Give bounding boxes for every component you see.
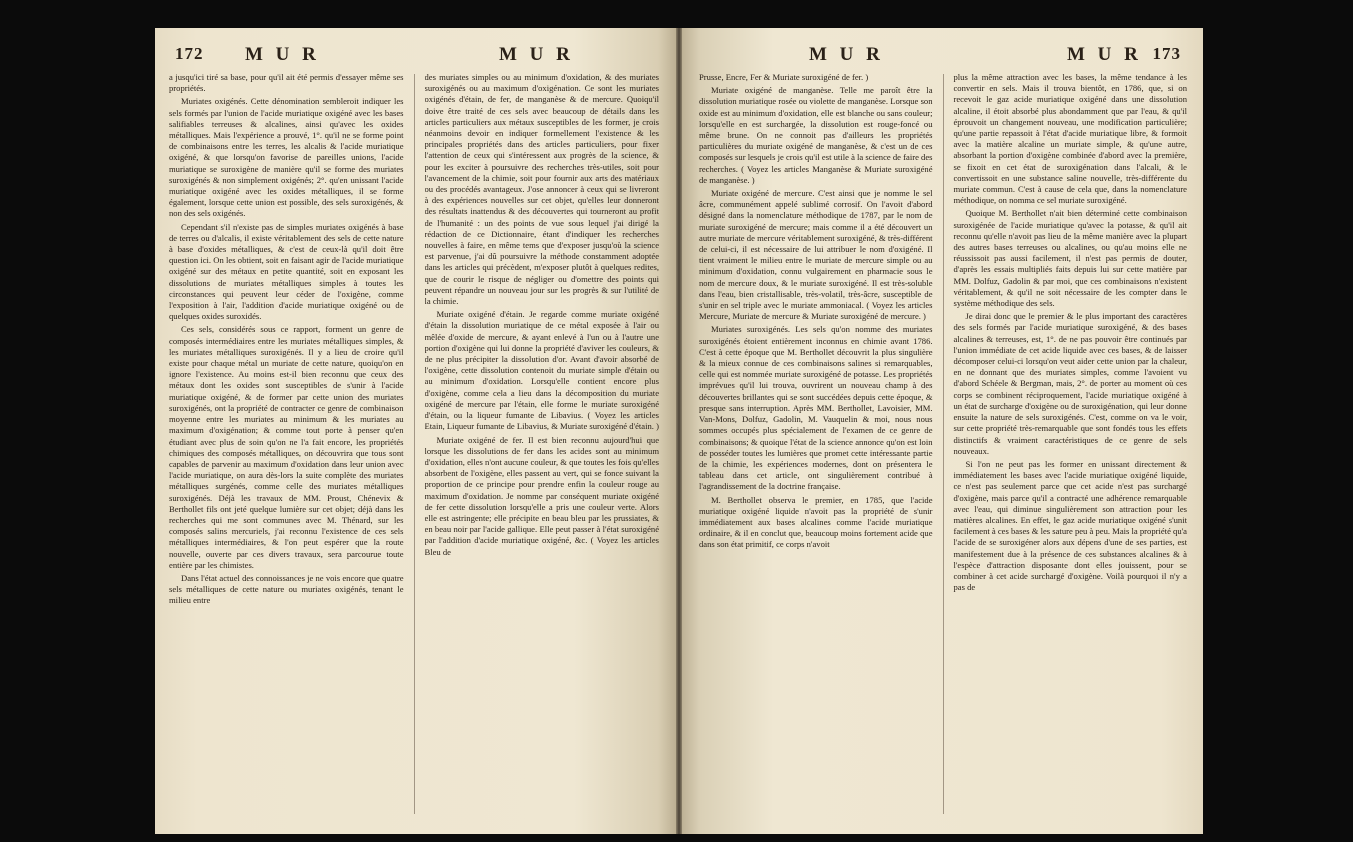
text-column-2 xyxy=(953,72,1187,832)
text-column-2 xyxy=(425,72,660,832)
text-column-1 xyxy=(169,72,404,832)
column-rule xyxy=(414,74,415,814)
paragraph: Prusse, Encre, Fer & Muriate suroxigéné de fer. ) xyxy=(699,72,869,82)
paragraph: Dans l'état actuel des connoissances je ne vois encore que quatre sels métalliques de cette nature ou muriates oxigénés, tenant le milieu entre xyxy=(169,572,404,606)
open-book xyxy=(155,28,1203,834)
page-number: 172 xyxy=(175,44,204,63)
paragraph: Muriate oxigéné de fer. Il est bien reconnu aujourd'hui que lorsque les dissolutions de fer dans les acides sont au minimum d'oxidation, elles n'ont aucune couleur, & que toutes les fois qu'elles absorbent de l'oxigène, elles passent au vert, qui se fonce suivant la proportion de ce principe pour prendre enfin la couleur rouge au maximum d'oxidation. Je nomme par conséquent muriate oxigéné de fer cette dissolution lorsqu'elle a pris une couleur verte. Alors elle est astringente; elle précipite en beau bleu par les prussiates, & en beau noir par l'acide gallique. Elle peut passer à l'état suroxigéné par l'addition d'acide muriatique oxigéné, &c. ( Voyez les articles Bleu de xyxy=(424,434,660,557)
paragraph: Muriate oxigéné de manganèse. Telle me paroît être la dissolution muriatique rosée ou violette de manganèse. Lorsque son oxide est au minimum d'oxidation, elle est blanche ou sans couleur; lorsqu'elle en est surchargée, la dissolution est rouge-foncé ou même brune. On ne connoit pas d'ailleurs les propriétés particulières du muriate oxigéné de manganèse, & c'est un de ces composés sur lesquels je crois qu'il est utile à la science de faire des recherches. ( Voyez les articles Manganèse & Muriate suroxigéné de manganèse. ) xyxy=(699,85,933,185)
paragraph: Si l'on ne peut pas les former en unissant directement & immédiatement les bases avec l'acide muriatique oxigéné liquide, ce n'est pas seulement parce que cet acide n'est pas surchargé d'oxigène, mais parce qu'il a contracté une adhérence remarquable avec l'eau, qui diminue singulièrement son attraction pour les matières alcalines. En effet, le gaz acide muriatique oxigéné s'unit facilement à ces bases & les sature peu à peu. Mais la propriété qu'a l'acide de se suroxigéner alors aux dépens d'une de ses parties, est manifestement due à la présence de ces substances alcalines & à l'espèce d'attraction disposante dont elles jouissent, pour se combiner à cet acide surchargé d'oxigène. Voilà pourquoi il n'y a pas de xyxy=(953,458,1187,593)
paragraph: des muriates simples ou au minimum d'oxidation, & des muriates suroxigénés ou au maximum d'oxigénation. Ce sont les muriates oxigénés d'étain, de fer, de manganèse & de mercure. Quoiqu'il doive être traité de ces sels avec beaucoup de détails dans les articles particuliers aux métaux susceptibles de les former, je crois néanmoins devoir en indiquer formellement l'existence & les principales propriétés dans des articles particuliers, pour fixer l'attention de ceux qui s'intéressent aux progrès de la science, & pour les exciter à poursuivre des recherches très-utiles, soit pour l'avancement de la chimie, soit pour fournir aux arts des matériaux ou des procédés avantageux. J'ose annoncer à ceux qui se livreront à des expériences nouvelles sur cet objet, qu'elles leur donneront des résultats inattendus & des découvertes qui tourneront au profit de l'humanité : un des points de vue sous lequel j'ai dirigé la rédaction de ce Dictionnaire, étant d'indiquer les recherches nouvelles à faire, en même tems que d'exposer jusqu'où la science est parvenue, j'ai dû poursuivre la méthode constamment adoptée dans les articles qui précèdent, m'exposer plutôt à quelques redites, que de courir le risque de négliger ou d'omettre des points qui peuvent répandre un nouveau jour sur les progrès & sur l'utilité de la chimie. xyxy=(424,72,660,307)
right-page xyxy=(679,28,1203,834)
paragraph: Cependant s'il n'existe pas de simples muriates oxigénés à base de terres ou d'alcalis, il existe véritablement des sels de cette nature à base d'oxides métalliques, & c'est de ceux-là qu'il doit être question ici. On les obtient, soit en faisant agir de l'acide muriatique oxigéné sur des métaux en petite quantité, soit en exposant les dissolutions de muriates métalliques simples à toutes les circonstances qui peuvent leur céder de l'oxigène, comme l'exposition à l'air, l'addition d'acide muriatique oxigéné ou de quelques oxides suroxidés. xyxy=(169,221,404,322)
paragraph: Je dirai donc que le premier & le plus important des caractères des sels formés par l'acide muriatique suroxigéné, & des bases alcalines & terreuses, est, 1°. de ne pas pouvoir être continués par l'union immédiate de cet acide liquide avec ces bases, & de laisser décomposer celui-ci lorsqu'on veut aider cette union par la chaleur, en ne donnant que des muriates simples, comme l'avoient vu d'abord Schéele & Bergman, mais, 2°. de porter au moment où ces corps se combinent réciproquement, l'acide muriatique oxigéné à un état de surcharge d'oxigène ou de suroxigénation, qui leur donne ensuite la nature de sels suroxigénés. C'est, comme on va le voir, sur cette propriété très-remarquable que sont fondés tous les effets distinctifs & vraiment caractéristiques de ce genre de sels nouveaux. xyxy=(953,311,1187,456)
running-head-right: M U R xyxy=(499,44,574,65)
paragraph: Muriate oxigéné d'étain. Je regarde comme muriate oxigéné d'étain la dissolution muriatique de ce métal exposée à l'air ou mêlée d'oxide de mercure, & ayant enlevé à l'un ou à l'autre une portion d'oxigène qui lui donne la propriété d'aviver les couleurs, & de ne plus précipiter la dissolution d'or. Avant d'avoir absorbé de l'oxigène, cette dissolution contenoit du muriate simple d'étain ou au minimum d'oxidation. Lorsqu'elle contient encore plus d'oxigène, comme cela a lieu dans la décomposition du muriate oxigéné de mercure par l'étain, elle forme le muriate suroxigéné d'étain, ou la liqueur fumante de Libavius. ( Voyez les articles Etain, Liqueur fumante de Libavius, & Muriate suroxigéné d'étain. ) xyxy=(424,309,660,432)
paragraph: Ces sels, considérés sous ce rapport, forment un genre de composés intermédiaires entre les muriates métalliques simples, & les muriates métalliques suroxigénés. Il y a lieu de croire qu'il existe pour chaque métal un muriate de cette nature, quoiqu'on en ignore l'existence. Au moins est-il bien reconnu que ceux des métaux dont les oxides sont susceptibles de s'unir à l'acide muriatique oxigéné, & de former par cette union des muriates suroxigénés, ont la propriété de contracter ce genre de combinaison moyenne entre les muriates au minimum & les muriates au maximum d'oxigénation; & comme tout porte à penser qu'en étudiant avec plus de soin qu'on ne l'a fait encore, les propriétés chimiques des composés métalliques, on découvrira que tous sont capables de parvenir au maximum d'oxidation dans leur union avec l'acide muriatique, on aura dès-lors la suite complète des muriates métalliques surgénés, comme celle des muriates métalliques suroxigénés. Déjà les travaux de MM. Proust, Chénevix & Berthollet fils ont jeté quelque lumière sur cet objet; déjà dans les recherches qui me sont communes avec M. Thénard, sur les composés salins mercuriels, j'ai reconnu l'existence de ces sels métalliques intermédiaires, & l'on peut espérer que la route nouvelle, ouverte par ces divers travaux, sera parcourue toute entière par les chimistes. xyxy=(169,324,404,570)
paragraph: Muriates suroxigénés. Les sels qu'on nomme des muriates suroxigénés étoient entièrement inconnus en chimie avant 1786. C'est à cette époque que M. Berthollet découvrit la plus singulière & la mieux connue de ces combinaisons salines si remarquables, celle qui est nommée muriate suroxigéné de potasse. Les propriétés imprévues qu'il lui trouva, ouvrirent un nouveau champ à des découvertes brillantes qui se sont succédées depuis cette époque, & presque sans interruption. Après MM. Berthollet, Lavoisier, MM. Van-Mons, Dolfuz, Gadolin, M. Vauquelin & moi, nous nous sommes occupés plus spécialement de l'examen de ce genre de combinaisons; & quoique l'état de la science annonce qu'on est loin de posséder toutes les lumières que promet cette intéressante partie de la chimie, les expériences modernes, dont on présentera le tableau dans cet article, ont singulièrement contribué à l'agrandissement de la doctrine française. xyxy=(699,324,933,492)
paragraph: plus la même attraction avec les bases, la même tendance à les convertir en sels. Mais il trouva bientôt, en 1786, que, si on recevoit le gaz acide muriatique oxigéné dans une dissolution alcaline, il étoit absorbé plus abondamment que par l'eau, & qu'il éprouvoit un changement nouveau, une modification particulière; qu'une partie repassoit à l'état d'acide muriatique libre, & formoit avec la matière alcaline un muriate simple, & qu'une autre, absorbant la portion d'oxigène combinée d'abord avec la première, se fixoit en cet état de suroxigénation dans l'alcali, & le convertissoit en une substance saline nouvelle, très-différente du muriate commun. C'est à cause de cela que, dans la nomenclature méthodique, on nomma ce sel muriate suroxigéné. xyxy=(953,72,1187,206)
page-number: 173 xyxy=(1152,44,1181,63)
running-head xyxy=(169,44,659,72)
running-head-left: M U R xyxy=(809,44,884,65)
left-page xyxy=(155,28,679,834)
running-head-right: M U R xyxy=(1067,44,1142,65)
running-head xyxy=(699,44,1187,72)
column-rule xyxy=(943,74,944,814)
paragraph: a jusqu'ici tiré sa base, pour qu'il ait été permis d'essayer même ses propriétés. xyxy=(169,72,404,94)
text-column-1 xyxy=(699,72,933,832)
paragraph: Quoique M. Berthollet n'ait bien déterminé cette combinaison suroxigénée de l'acide muriatique qu'avec la potasse, & qu'il ait reconnu qu'elle n'avoit pas lieu de la même manière avec la plupart des autres bases terreuses ou alcalines, ou qu'au moins elle ne réussissoit pas aussi facilement, il n'est pas permis de douter, d'après les essais multipliés faits depuis lui sur cette matière par MM. Dolfuz, Gadolin & par moi, que ces combinaisons n'existent véritablement, & qu'il ne soit nécessaire de les compter dans le système méthodique des sels. xyxy=(953,208,1187,309)
running-head-left: M U R xyxy=(245,44,320,65)
paragraph: Muriates oxigénés. Cette dénomination sembleroit indiquer les sels formés par l'union de l'acide muriatique oxigéné avec les bases salifiables terreuses & alcalines, ainsi qu'avec les oxides métalliques. Mais l'expérience a prouvé, 1°. qu'il ne se forme point de combinaisons entre les terres, les alcalis & l'acide muriatique oxigéné, & que lorsqu'on favorise de pareilles unions, l'acide muriatique se suroxigène de manière qu'il se forme des muriates suroxigénés & non simplement oxigénés; 2°. qu'en unissant l'acide muriatique oxigéné avec les oxides métalliques, il se forme également, lorsque cette union est possible, des sels suroxigénés, & non des sels oxigénés. xyxy=(169,96,404,219)
paragraph: M. Berthollet observa le premier, en 1785, que l'acide muriatique oxigéné liquide n'avoit pas la propriété de s'unir immédiatement aux bases alcalines comme l'acide muriatique ordinaire, & il en conclut que, beaucoup moins fortement acide que dans son état primitif, ce corps n'avoit xyxy=(699,494,933,550)
book-gutter xyxy=(676,28,682,834)
paragraph: Muriate oxigéné de mercure. C'est ainsi que je nomme le sel âcre, communément appelé sublimé corrosif. On l'avoit d'abord désigné dans la nomenclature méthodique de 1787, par le nom de muriate suroxigéné de mercure; mais comme il a été découvert un autre muriate de mercure véritablement suroxigéné, & très-différent de celui-ci, il est nécessaire de lui attribuer le nom d'oxigéné. Il tient vraiment le milieu entre le muriate de mercure simple ou au minimum d'oxidation, connu vulgairement en pharmacie sous le nom de mercure doux, & le muriate suroxigéné. Il est très-soluble dans l'eau, bien cristallisable, très-volatil, très-âcre, susceptible de s'unir en sel triple avec le muriate ammoniacal. ( Voyez les articles Mercure, Muriate de mercure & Muriate suroxigéné de mercure. ) xyxy=(699,188,933,322)
